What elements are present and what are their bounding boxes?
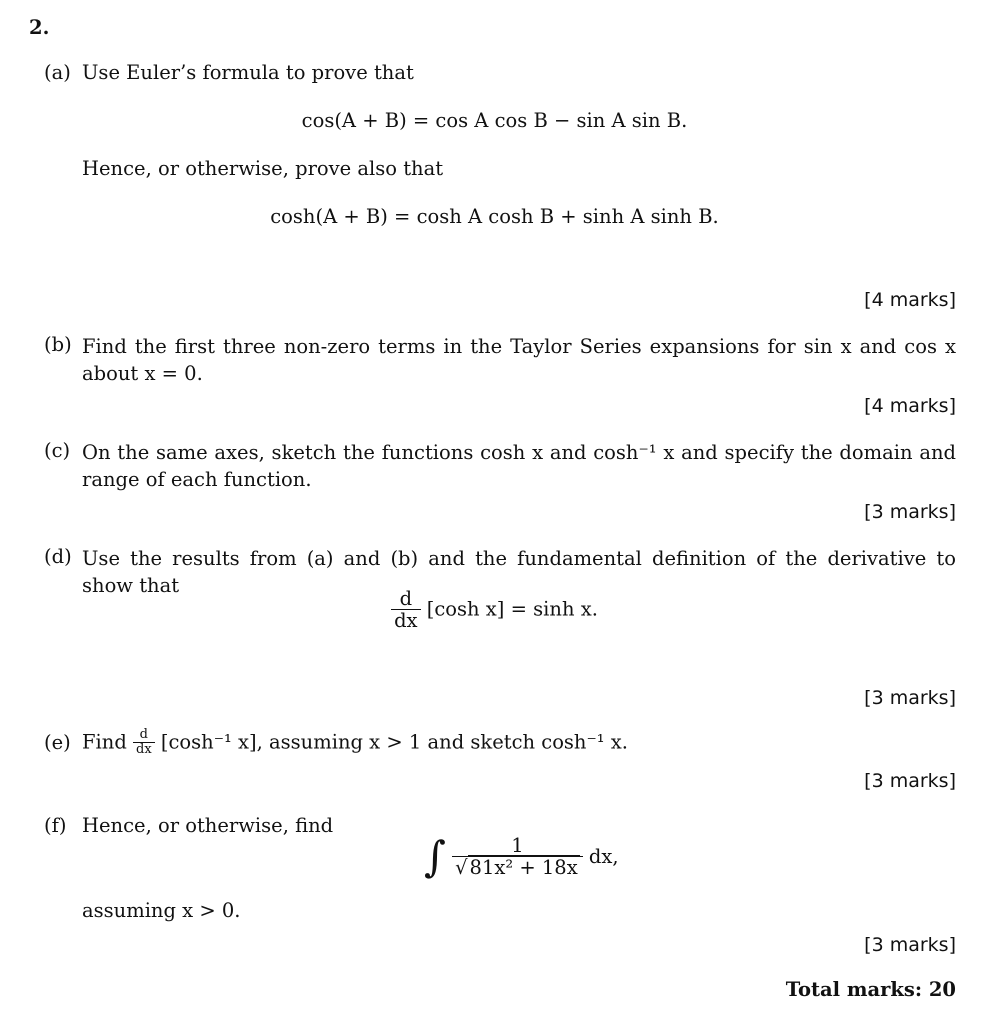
part-e-rest: [cosh⁻¹ x], assuming x > 1 and sketch cosh⁻¹ x. [160,730,628,754]
integral-tail: dx, [588,845,619,868]
derivative-fraction-small [133,728,155,758]
question-number: 2. [29,16,50,39]
radicand: 81x² + 18x [469,856,578,879]
part-d-marks: [3 marks] [864,687,956,709]
part-f-integral-expression [424,832,619,881]
part-f-label: (f) [44,814,67,837]
fraction-numerator: d [133,728,155,743]
part-e-label: (e) [44,731,71,754]
part-a-equation-cos: cos(A + B) = cos A cos B − sin A sin B. [301,109,688,132]
part-a-marks: [4 marks] [864,289,956,311]
part-c-label: (c) [44,439,71,462]
sqrt-sign: √ [455,856,468,879]
part-d-label: (d) [44,545,72,568]
square-root [455,857,580,878]
part-c-marks: [3 marks] [864,501,956,523]
part-d-equation-rest: [cosh x] = sinh x. [426,597,598,621]
part-a-middle-text: Hence, or otherwise, prove also that [82,157,444,180]
part-f-assuming: assuming x > 0. [82,899,241,922]
part-e-line [82,728,628,758]
integrand-numerator: 1 [452,835,583,857]
part-b-marks: [4 marks] [864,395,956,417]
part-f-text: Hence, or otherwise, find [82,814,334,837]
total-marks: Total marks: 20 [785,978,956,1001]
part-a-equation-cosh: cosh(A + B) = cosh A cosh B + sinh A sinh B. [270,205,719,228]
derivative-fraction [391,588,420,632]
fraction-denominator: dx [136,742,152,758]
part-d-text: Use the results from (a) and (b) and the fundamental definition of the derivative to show that [82,547,956,597]
part-e-find: Find [82,730,127,754]
integral-sign: ∫ [424,832,446,881]
fraction-numerator: d [391,588,420,610]
part-a-intro: Use Euler’s formula to prove that [82,61,414,84]
part-e-marks: [3 marks] [864,770,956,792]
part-d-equation [0,588,989,632]
part-f-marks: [3 marks] [864,934,956,956]
integrand-fraction [452,835,583,879]
integrand-denominator [452,857,583,878]
part-c-text: On the same axes, sketch the functions cosh x and cosh⁻¹ x and specify the domain and range of each function. [82,441,956,491]
part-b-text: Find the first three non-zero terms in the Taylor Series expansions for sin x and cos x about x = 0. [82,335,956,385]
fraction-denominator: dx [394,609,418,633]
part-b-label: (b) [44,333,72,356]
part-a-label: (a) [44,61,71,84]
